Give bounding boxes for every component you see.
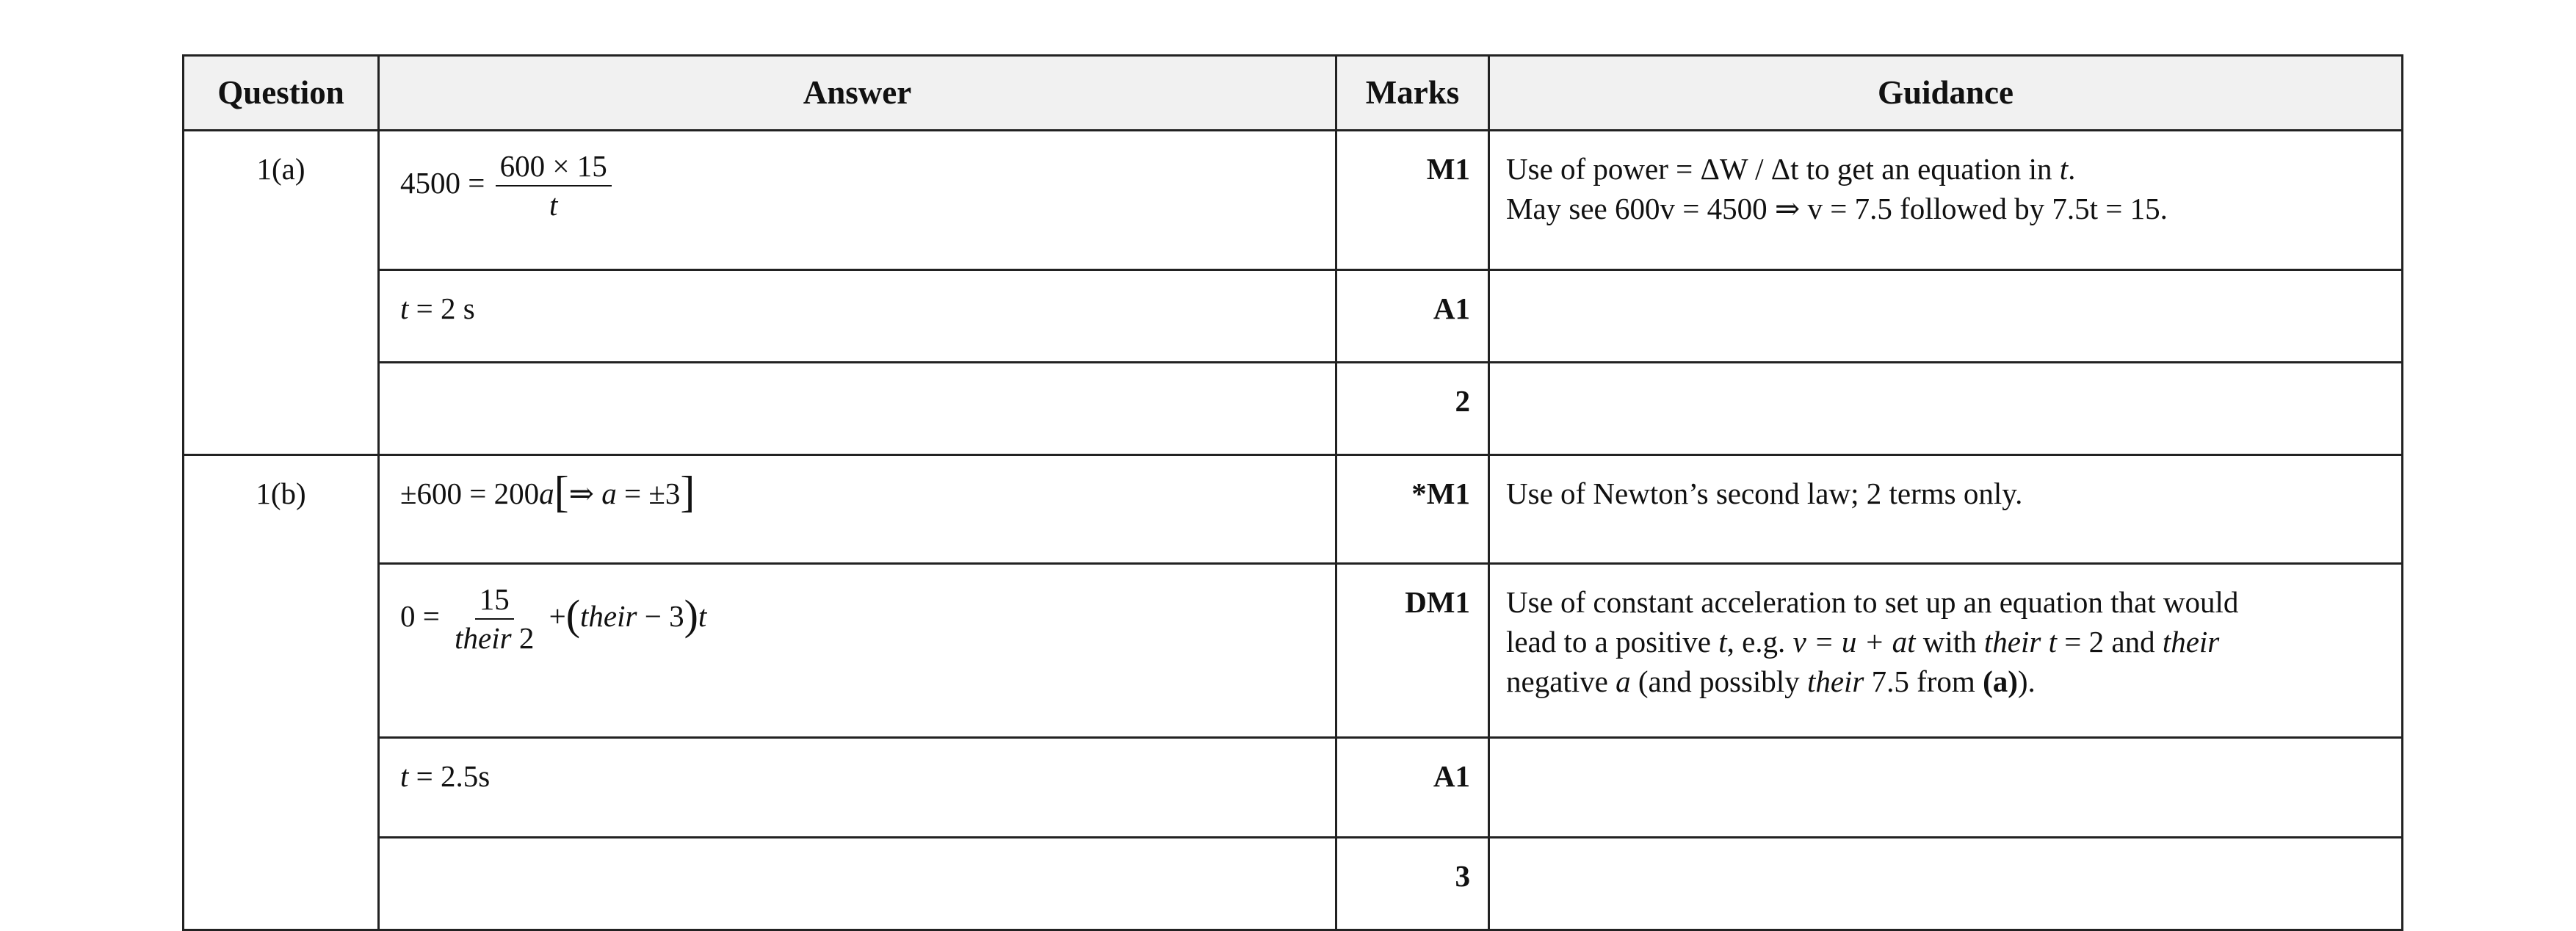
guidance-cell <box>1489 270 2403 363</box>
mark-cell: *M1 <box>1336 455 1489 564</box>
question-label-1b: 1(b) <box>184 455 379 930</box>
answer-cell: t = 2 s <box>379 270 1336 363</box>
table-row <box>184 131 2403 270</box>
guidance-line: Use of constant acceleration to set up an equation that would <box>1506 585 2239 619</box>
answer-cell <box>379 564 1336 738</box>
table-row <box>184 838 2403 930</box>
answer-header: Answer <box>379 56 1336 131</box>
table-row <box>184 738 2403 838</box>
guidance-cell <box>1489 564 2403 738</box>
answer-equation: 0 = $\frac{15}{\text{their 2}}$ +(their − 3)t <box>400 582 707 656</box>
question-header: Question <box>184 56 379 131</box>
answer-equation: ±600 = 200a[⇒ a = ±3] <box>400 468 695 516</box>
guidance-line: negative a (and possibly their 7.5 from (a)). <box>1506 664 2036 699</box>
fraction-denominator: t <box>549 188 558 222</box>
table-row <box>184 270 2403 363</box>
guidance-cell <box>1489 131 2403 270</box>
guidance-header: Guidance <box>1489 56 2403 131</box>
answer-cell <box>379 131 1336 270</box>
table-row <box>184 564 2403 738</box>
answer-cell: t = 2.5s <box>379 738 1336 838</box>
table-row <box>184 363 2403 455</box>
guidance-cell <box>1489 738 2403 838</box>
fraction <box>450 582 538 656</box>
guidance-cell: Use of Newton’s second law; 2 terms only. <box>1489 455 2403 564</box>
question-label-1a: 1(a) <box>184 131 379 455</box>
marks-header: Marks <box>1336 56 1489 131</box>
equation-lhs: 4500 = <box>400 165 485 200</box>
mark-scheme-table <box>182 54 2403 931</box>
mark-cell: A1 <box>1336 738 1489 838</box>
header-row <box>184 56 2403 131</box>
mark-cell: DM1 <box>1336 564 1489 738</box>
total-mark-cell: 3 <box>1336 838 1489 930</box>
mark-cell: M1 <box>1336 131 1489 270</box>
mark-cell: A1 <box>1336 270 1489 363</box>
guidance-line: Use of power = ΔW / Δt to get an equation in t. <box>1506 152 2076 186</box>
answer-cell <box>379 363 1336 455</box>
fraction <box>496 149 612 222</box>
fraction-denominator: their 2 <box>455 621 535 656</box>
answer-cell <box>379 838 1336 930</box>
fraction-numerator: 600 × 15 <box>496 149 612 186</box>
table-row <box>184 455 2403 564</box>
answer-equation <box>400 149 615 222</box>
guidance-line: lead to a positive t, e.g. v = u + at with their t = 2 and their <box>1506 625 2220 659</box>
guidance-line: May see 600v = 4500 ⇒ v = 7.5 followed by 7.5t = 15. <box>1506 192 2168 226</box>
fraction-numerator: 15 <box>475 582 514 620</box>
answer-cell <box>379 455 1336 564</box>
guidance-cell <box>1489 838 2403 930</box>
guidance-cell <box>1489 363 2403 455</box>
total-mark-cell: 2 <box>1336 363 1489 455</box>
